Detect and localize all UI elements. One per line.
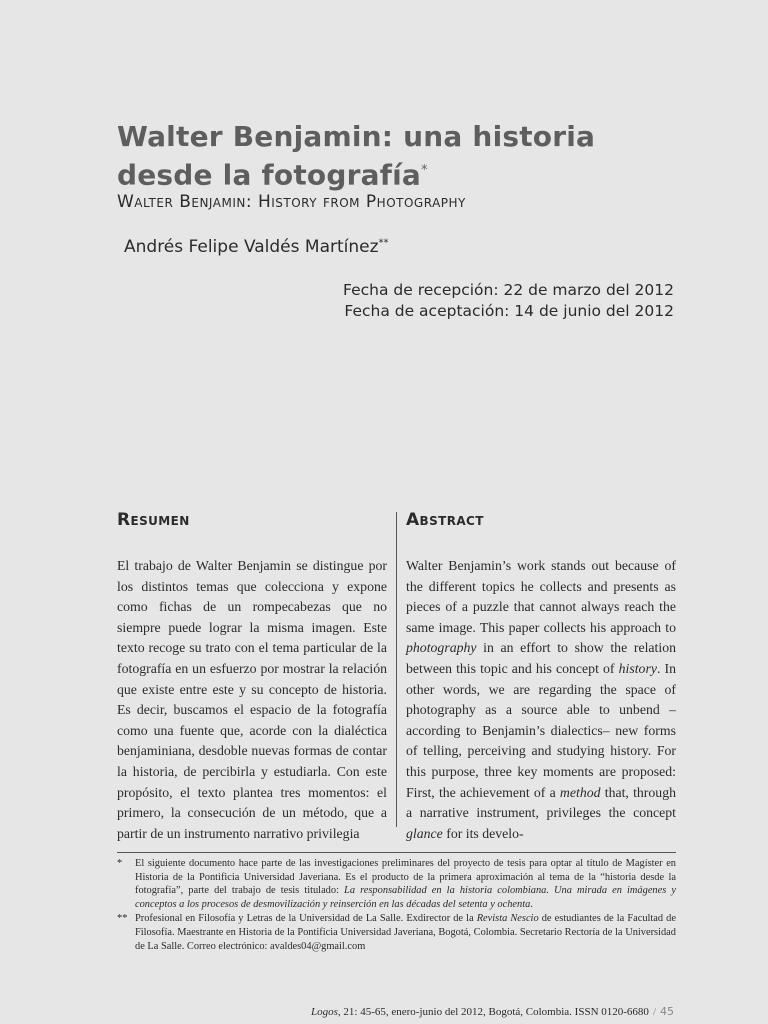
page-number: 45 [660, 1005, 674, 1018]
resumen-column [117, 510, 387, 844]
abstract-em-method: method [559, 784, 601, 800]
article-subtitle: Walter Benjamin: History from Photography [117, 192, 466, 212]
footnote-1 [117, 857, 676, 911]
footnote-rule [117, 852, 676, 853]
abstract-em-photography: photography [406, 640, 477, 656]
resumen-heading: Resumen [117, 510, 190, 530]
abstract-em-glance: glance [406, 825, 443, 841]
author-line [124, 237, 389, 257]
submission-dates [343, 280, 674, 322]
footer-citation: , 21: 45-65, enero-junio del 2012, Bogotá, Colombia. ISSN 0120-6680 [337, 1006, 649, 1018]
footer-journal-name: Logos [311, 1006, 338, 1018]
footnote-2-text-b: de estudiantes de la Facultad de Filosofía. Maestrante en Historia de la Pontificia Universidad Javeriana, Bogotá, Colombia. Secretario Rectoría de la Universidad de La Salle. Correo electrónico: avaldes04@gmail.com [135, 913, 676, 952]
footnote-1-thesis-title: La responsabilidad en la historia colombiana. Una mirada en imágenes y conceptos a los procesos de desmovilización y reinserción en las décadas del setenta y ochenta [135, 885, 676, 910]
article-title-text: Walter Benjamin: una historia desde la fotografía [117, 120, 596, 192]
footnote-2-text-a: Profesional en Filosofía y Letras de la Universidad de La Salle. Exdirector de la [135, 913, 477, 925]
date-accepted: Fecha de aceptación: 14 de junio del 2012 [344, 302, 674, 320]
column-divider [396, 512, 397, 827]
footnote-1-text-a: El siguiente documento hace parte de las investigaciones preliminares del proyecto de tesis para optar al título de Magíster en Historia de la Pontificia Universidad Javeriana. Es el producto de la primera aproximación al tema de la “historia desde la fotografía”, parte del trabajo de tesis titulado: [135, 858, 676, 897]
page-footer [311, 1005, 674, 1018]
abstract-em-history: history [618, 660, 657, 676]
abstract-text-2: in an effort to show the relation between this topic and his concept of [406, 640, 676, 676]
resumen-text: El trabajo de Walter Benjamin se distingue por los distintos temas que colecciona y expone como fichas de un rompecabezas que no siempre puede lograr la misma imagen. Este texto recoge su trato con el tema particular de la fotografía en un esfuerzo por mostrar la relación que existe entre este y su concepto de historia. Es decir, buscamos el espacio de la fotografía como una fuente que, acorde con la dialéctica benjaminiana, desdoble nuevas formas de contar la historia, de percibirla y estudiarla. Con este propósito, el texto plantea tres momentos: el primero, la consecución de un método, que a partir de un instrumento narrativo privilegia [117, 558, 387, 841]
footer-separator: / [652, 1006, 656, 1018]
footnote-2-mark: ** [117, 913, 128, 925]
abstract-text-3: . In other words, we are regarding the space of photography as a source able to unbend –according to Benjamin’s dialectics– new forms of telling, perceiving and studying history. For this purpose, three key moments are proposed: First, the achievement of a [406, 660, 676, 800]
abstract-text-5: for its develo- [442, 825, 524, 841]
abstract-text-4: that, through a narrative instrument, privileges the concept [406, 784, 676, 821]
footnote-2-journal-name: Revista Nescio [476, 913, 539, 925]
footnote-1-mark: * [117, 858, 123, 869]
author-name: Andrés Felipe Valdés Martínez [124, 237, 379, 257]
footnotes [117, 857, 676, 954]
footnote-1-text-b: . [530, 898, 533, 910]
author-footnote-mark: ** [378, 237, 389, 249]
abstract-text-1: Walter Benjamin’s work stands out because of the different topics he collects and presents as pieces of a puzzle that cannot always reach the same image. This paper collects his approach to [406, 558, 676, 635]
date-received: Fecha de recepción: 22 de marzo del 2012 [343, 281, 674, 299]
abstract-heading: Abstract [406, 510, 484, 530]
abstract-text [406, 556, 676, 844]
article-title [117, 120, 697, 192]
title-footnote-mark: * [420, 163, 428, 178]
abstract-column [406, 510, 676, 844]
footnote-2 [117, 912, 676, 953]
